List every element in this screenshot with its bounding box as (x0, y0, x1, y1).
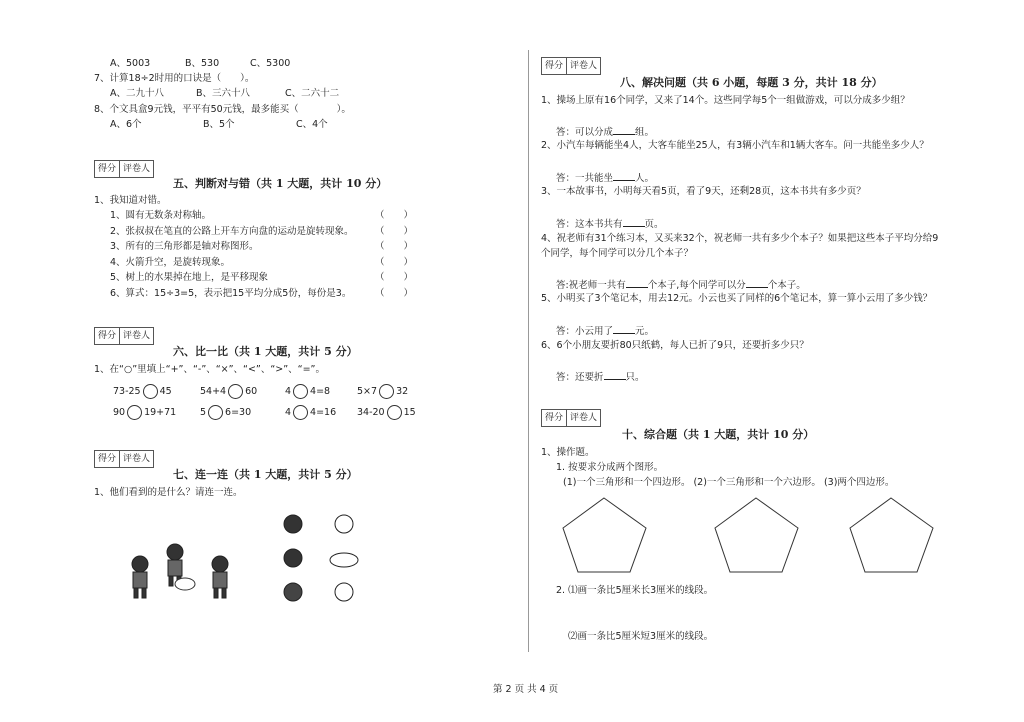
q8-option-c: C、4个 (296, 119, 328, 130)
compare-item: 4 4=8 (285, 386, 331, 397)
judge-item-4: 4、火箭升空，是旋转现象。 (110, 257, 231, 268)
children-illustration (125, 540, 240, 600)
q6-option-b: B、530 (185, 58, 220, 69)
operation-1-prompt: 1. 按要求分成两个图形。 (556, 462, 664, 473)
answer-2: 答：一共能坐 人。 (556, 173, 655, 184)
score-label: 得分 (542, 58, 567, 74)
compare-item: 54+4 60 (200, 386, 258, 397)
pentagon-shape-3[interactable] (847, 496, 937, 576)
grader-label: 评卷人 (123, 454, 151, 464)
grader-label: 评卷人 (570, 413, 598, 423)
score-label: 得分 (95, 328, 120, 344)
problem-2: 2、小汽车每辆能坐4人，大客车能坐25人，有3辆小汽车和1辆大客车。问一共能坐多少人？ (541, 140, 929, 151)
compare-circle[interactable] (143, 384, 158, 399)
compare-circle[interactable] (127, 405, 142, 420)
child-face-icon (284, 549, 302, 567)
compare-item: 73-25 45 (113, 386, 172, 397)
page-footer: 第 2 页 共 4 页 (493, 684, 559, 695)
q6-option-a: A、5003 (110, 58, 151, 69)
compare-circle[interactable] (293, 384, 308, 399)
answer-paren-1[interactable]: （ ） (375, 210, 414, 221)
score-box-section-5 (94, 160, 154, 178)
operation-1-options: (1)一个三角形和一个四边形。 (2)一个三角形和一个六边形。 (3)两个四边形。 (563, 477, 895, 488)
toy-icon (330, 553, 358, 567)
answer-paren-6[interactable]: （ ） (375, 288, 414, 299)
problem-5: 5、小明买了3个笔记本，用去12元。小云也买了同样的6个笔记本，算一算小云用了多少钱？ (541, 293, 933, 304)
judge-item-5: 5、树上的水果掉在地上，是平移现象 (110, 272, 269, 283)
answer-paren-4[interactable]: （ ） (375, 257, 414, 268)
ball-icon (335, 583, 353, 601)
section-5-title: 五、判断对与错（共 1 大题，共计 10 分） (173, 177, 388, 190)
section-7-intro: 1、他们看到的是什么？请连一连。 (94, 487, 243, 498)
bear-face-icon (335, 515, 353, 533)
compare-circle[interactable] (228, 384, 243, 399)
views-illustration (278, 512, 368, 607)
score-label: 得分 (542, 410, 567, 426)
object-icon (175, 578, 195, 590)
compare-item: 4 4=16 (285, 407, 337, 418)
answer-3: 答：这本书共有 页。 (556, 219, 664, 230)
problem-6: 6、6个小朋友要折80只纸鹤，每人已折了9只，还要折多少只？ (541, 340, 809, 351)
answer-blank[interactable] (604, 370, 626, 380)
grader-label: 评卷人 (123, 164, 151, 174)
q8-option-a: A、6个 (110, 119, 142, 130)
section-6-intro: 1、在“○”里填上“+”、“-”、“×”、“<”、“>”、“=”。 (94, 364, 325, 375)
problem-4-line-2: 个同学，每个同学可以分几个本子？ (541, 248, 694, 259)
answer-paren-5[interactable]: （ ） (375, 272, 414, 283)
q8-option-b: B、5个 (203, 119, 235, 130)
judge-item-3: 3、所有的三角形都是轴对称图形。 (110, 241, 259, 252)
compare-item: 34-20 15 (357, 407, 416, 418)
question-8: 8、个文具盒9元钱，平平有50元钱，最多能买（ ）。 (94, 104, 351, 115)
answer-paren-2[interactable]: （ ） (375, 226, 414, 237)
operation-2-part-2: ⑵画一条比5厘米短3厘米的线段。 (568, 631, 714, 642)
score-box-section-10 (541, 409, 601, 427)
operation-2-part-1: 2. ⑴画一条比5厘米长3厘米的线段。 (556, 585, 714, 596)
judge-item-1: 1、圆有无数条对称轴。 (110, 210, 212, 221)
section-5-intro: 1、我知道对错。 (94, 195, 167, 206)
section-10-intro: 1、操作题。 (541, 447, 595, 458)
section-8-title: 八、解决问题（共 6 小题，每题 3 分，共计 18 分） (620, 76, 883, 89)
answer-blank[interactable] (613, 171, 635, 181)
judge-item-6: 6、算式：15÷3=5，表示把15平均分成5份，每份是3。 (110, 288, 352, 299)
judge-item-2: 2、张叔叔在笔直的公路上开车方向盘的运动是旋转现象。 (110, 226, 354, 237)
answer-4: 答:祝老师一共有 个本子,每个同学可以分 个本子。 (556, 280, 806, 291)
answer-6: 答：还要折 只。 (556, 372, 645, 383)
score-box-section-8 (541, 57, 601, 75)
answer-blank[interactable] (613, 125, 635, 135)
q7-option-b: B、三六十八 (196, 88, 251, 99)
column-divider (528, 50, 529, 652)
answer-blank[interactable] (623, 217, 645, 227)
problem-1: 1、操场上原有16个同学，又来了14个。这些同学每5个一组做游戏，可以分成多少组？ (541, 95, 910, 106)
problem-4-line-1: 4、祝老师有31个练习本，又买来32个，祝老师一共有多少个本子？如果把这些本子平均分给9 (541, 233, 939, 244)
answer-blank[interactable] (626, 278, 648, 288)
pentagon-shape-1[interactable] (560, 496, 650, 576)
answer-paren-3[interactable]: （ ） (375, 241, 414, 252)
problem-3: 3、一本故事书，小明每天看5页，看了9天，还剩28页，这本书共有多少页？ (541, 186, 866, 197)
compare-item: 90 19+71 (113, 407, 177, 418)
score-label: 得分 (95, 451, 120, 467)
score-label: 得分 (95, 161, 120, 177)
compare-circle[interactable] (387, 405, 402, 420)
compare-circle[interactable] (379, 384, 394, 399)
answer-blank[interactable] (746, 278, 768, 288)
q7-option-a: A、二九十八 (110, 88, 164, 99)
compare-circle[interactable] (208, 405, 223, 420)
child-figure-left (132, 556, 148, 598)
score-box-section-6 (94, 327, 154, 345)
compare-circle[interactable] (293, 405, 308, 420)
grader-label: 评卷人 (570, 61, 598, 71)
pentagon-shape-2[interactable] (712, 496, 802, 576)
child-face-icon (284, 583, 302, 601)
section-10-title: 十、综合题（共 1 大题，共计 10 分） (622, 428, 815, 441)
question-7: 7、计算18÷2时用的口诀是（ ）。 (94, 73, 255, 84)
compare-item: 5 6=30 (200, 407, 252, 418)
score-box-section-7 (94, 450, 154, 468)
q7-option-c: C、二六十二 (285, 88, 340, 99)
compare-item: 5×7 32 (357, 386, 409, 397)
section-7-title: 七、连一连（共 1 大题，共计 5 分） (173, 468, 358, 481)
answer-blank[interactable] (613, 324, 635, 334)
child-face-icon (284, 515, 302, 533)
section-6-title: 六、比一比（共 1 大题，共计 5 分） (173, 345, 358, 358)
q6-option-c: C、5300 (250, 58, 291, 69)
answer-1: 答：可以分成 组。 (556, 127, 655, 138)
answer-5: 答：小云用了 元。 (556, 326, 655, 337)
grader-label: 评卷人 (123, 331, 151, 341)
child-figure-right (212, 556, 228, 598)
